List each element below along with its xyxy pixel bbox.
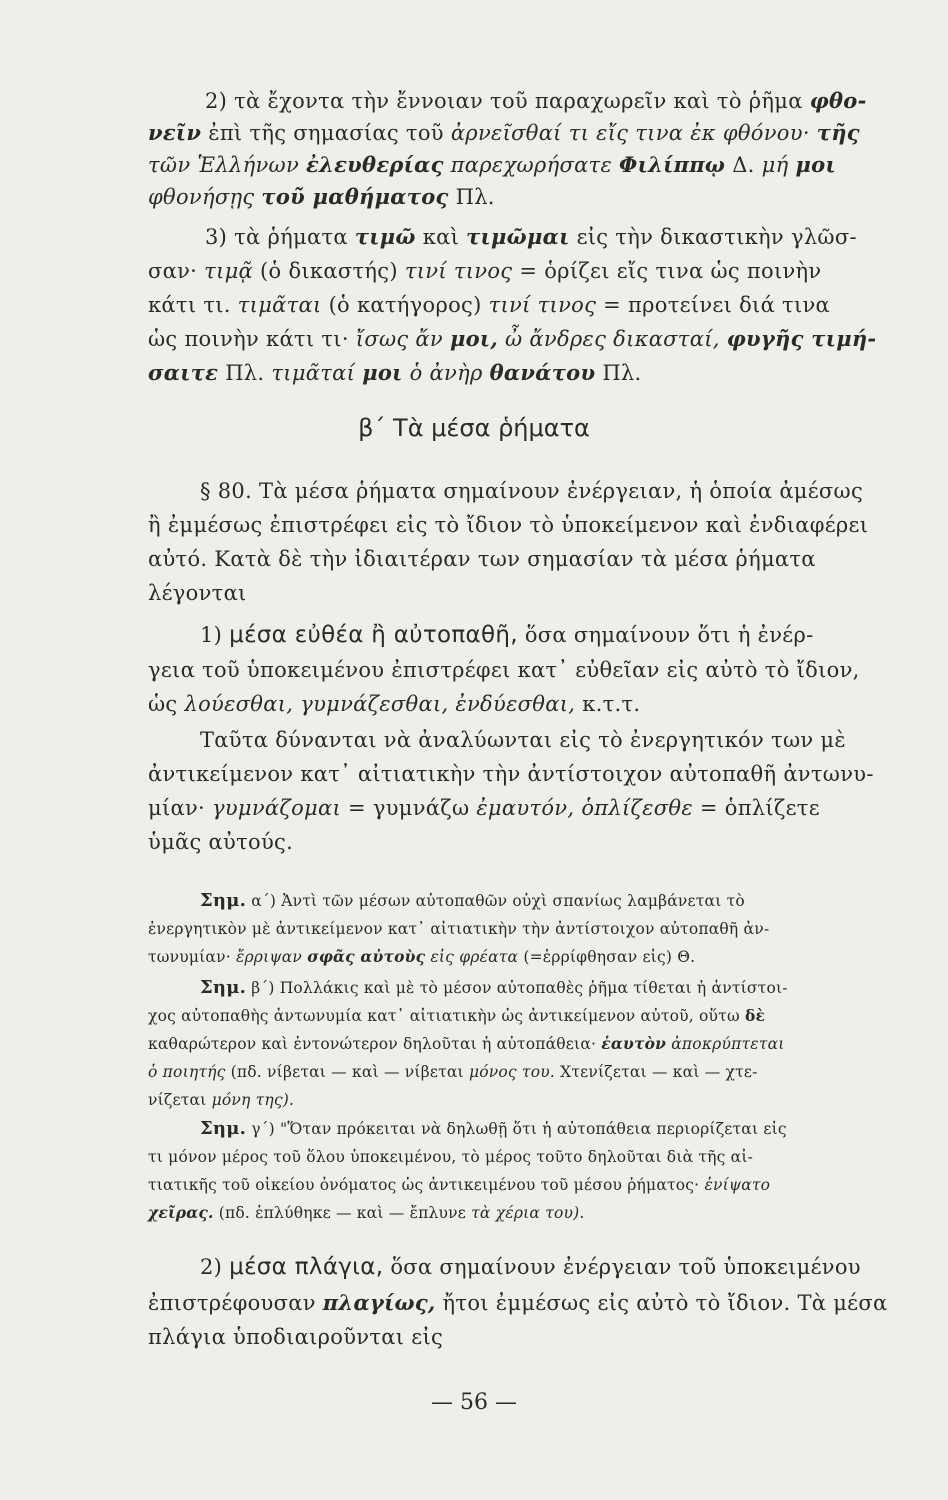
- note-line: τωνυμίαν· ἔρριψαν σφᾶς αὐτοὺς εἰς φρέατα (=ἐρρίφθησαν εἰς) Θ.: [148, 947, 696, 966]
- text-line: κάτι τι. τιμᾶται (ὁ κατήγορος) τινί τινος = προτείνει διά τινα: [148, 293, 831, 317]
- text-line: γεια τοῦ ὑποκειμένου ἐπιστρέφει κατ᾿ εὐθεῖαν εἰς αὐτὸ τὸ ἴδιον,: [148, 658, 860, 682]
- note-line: χεῖρας. (πδ. ἐπλύθηκε — καὶ — ἔπλυνε τὰ χέρια του).: [148, 1203, 585, 1222]
- text-line: ἀντικείμενον κατ᾿ αἰτιατικὴν τὴν ἀντίστοιχον αὐτοπαθῆ ἀντωνυ-: [148, 762, 874, 786]
- note-line: ἐνεργητικὸν μὲ ἀντικείμενον κατ᾿ αἰτιατικὴν τὴν ἀντίστοιχον αὐτοπαθῆ ἀν-: [148, 920, 770, 938]
- text-line: 2) μέσα πλάγια, ὅσα σημαίνουν ἐνέργειαν τοῦ ὑποκειμένου: [200, 1254, 861, 1280]
- note-label: Σημ.: [200, 977, 247, 998]
- text-line: νεῖν ἐπὶ τῆς σημασίας τοῦ ἀρνεῖσθαί τι εἴς τινα ἐκ φθόνου· τῆς: [148, 120, 860, 145]
- text-line: φθονήσῃς τοῦ μαθήματος Πλ.: [148, 184, 495, 209]
- text-line: αὐτό. Κατὰ δὲ τὴν ἰδιαιτέραν των σημασίαν τὰ μέσα ῥήματα: [148, 547, 816, 571]
- text-line: ὡς λούεσθαι, γυμνάζεσθαι, ἐνδύεσθαι, κ.τ.τ.: [148, 692, 641, 716]
- page-number: — 56 —: [431, 1390, 517, 1415]
- text-line: σαιτε Πλ. τιμᾶταί μοι ὁ ἀνὴρ θανάτου Πλ.: [148, 360, 642, 385]
- note-line: Σημ. γ΄) "Ὅταν πρόκειται νὰ δηλωθῇ ὅτι ἡ αὐτοπάθεια περιορίζεται εἰς: [200, 1118, 787, 1139]
- note-label: Σημ.: [200, 890, 247, 911]
- text-line: τῶν Ἑλλήνων ἐλευθερίας παρεχωρήσατε Φιλίππῳ Δ. μή μοι: [148, 152, 836, 177]
- note-line: τιατικῆς τοῦ οἰκείου ὀνόματος ὡς ἀντικειμένου τοῦ μέσου ῥήματος· ἐνίψατο: [148, 1176, 771, 1194]
- note-line: ὁ ποιητής (πδ. νίβεται — καὶ — νίβεται μόνος του. Χτενίζεται — καὶ — χτε-: [148, 1063, 758, 1081]
- note-line: νίζεται μόνη της).: [148, 1091, 295, 1109]
- text-line: 2) τὰ ἔχοντα τὴν ἔννοιαν τοῦ παραχωρεῖν καὶ τὸ ῥῆμα φθο-: [205, 88, 867, 113]
- text-line: Ταῦτα δύνανται νὰ ἀναλύωνται εἰς τὸ ἐνεργητικόν των μὲ: [200, 728, 846, 752]
- text-line: πλάγια ὑποδιαιροῦνται εἰς: [148, 1325, 444, 1349]
- note-line: Σημ. α΄) Ἀντὶ τῶν μέσων αὐτοπαθῶν οὐχὶ σπανίως λαμβάνεται τὸ: [200, 890, 745, 911]
- note-line: τι μόνον μέρος τοῦ ὅλου ὑποκειμένου, τὸ μέρος τοῦτο δηλοῦται διὰ τῆς αἰ-: [148, 1148, 754, 1166]
- text-line: ἢ ἐμμέσως ἐπιστρέφει εἰς τὸ ἴδιον τὸ ὑποκείμενον καὶ ἐνδιαφέρει: [148, 513, 869, 537]
- text-line: 1) μέσα εὐθέα ἢ αὐτοπαθῆ, ὅσα σημαίνουν ὅτι ἡ ἐνέρ-: [200, 622, 814, 648]
- text-line: ὡς ποινὴν κάτι τι· ἴσως ἄν μοι, ὦ ἄνδρες δικασταί, φυγῆς τιμή-: [148, 326, 877, 351]
- section-heading: β΄ Τὰ μέσα ῥήματα: [358, 414, 590, 442]
- text-line: ὑμᾶς αὐτούς.: [148, 830, 294, 854]
- text-line: ἐπιστρέφουσαν πλαγίως, ἤτοι ἐμμέσως εἰς αὐτὸ τὸ ἴδιον. Τὰ μέσα: [148, 1290, 888, 1315]
- note-line: Σημ. β΄) Πολλάκις καὶ μὲ τὸ μέσον αὐτοπαθὲς ῥῆμα τίθεται ἡ ἀντίστοι-: [200, 977, 788, 998]
- note-label: Σημ.: [200, 1118, 247, 1139]
- text-line: § 80. Τὰ μέσα ῥήματα σημαίνουν ἐνέργειαν, ἡ ὁποία ἀμέσως: [200, 479, 864, 503]
- text-line: μίαν· γυμνάζομαι = γυμνάζω ἐμαυτόν, ὁπλίζεσθε = ὁπλίζετε: [148, 796, 820, 820]
- note-line: χος αὐτοπαθὴς ἀντωνυμία κατ᾿ αἰτιατικὴν ὡς ἀντικείμενον αὐτοῦ, οὕτω δὲ: [148, 1006, 766, 1025]
- text-line: σαν· τιμᾷ (ὁ δικαστής) τινί τινος = ὁρίζει εἴς τινα ὡς ποινὴν: [148, 259, 822, 283]
- text-line: 3) τὰ ῥήματα τιμῶ καὶ τιμῶμαι εἰς τὴν δικαστικὴν γλῶσ-: [205, 224, 857, 249]
- note-line: καθαρώτερον καὶ ἐντονώτερον δηλοῦται ἡ αὐτοπάθεια· ἑαυτὸν ἀποκρύπτεται: [148, 1034, 785, 1053]
- text-line: λέγονται: [148, 581, 247, 605]
